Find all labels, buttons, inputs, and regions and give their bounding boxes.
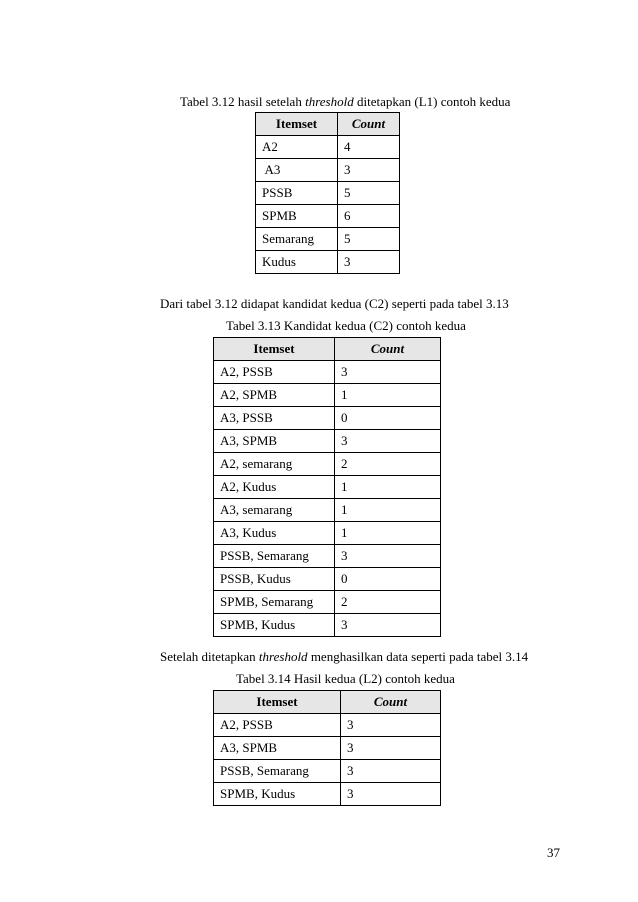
table-row [214, 361, 441, 384]
table-3-12-caption [180, 94, 510, 110]
cell-count: 1 [335, 522, 441, 545]
table-row [214, 783, 441, 806]
cell-itemset: PSSB [256, 182, 338, 205]
cell-itemset: Semarang [256, 228, 338, 251]
column-header-count: Count [335, 338, 441, 361]
cell-count: 3 [338, 251, 400, 274]
table-row [256, 182, 400, 205]
cell-itemset: A3, Kudus [214, 522, 335, 545]
cell-count: 0 [335, 407, 441, 430]
cell-count: 3 [335, 614, 441, 637]
cell-itemset: PSSB, Semarang [214, 760, 341, 783]
paragraph-l2-lead: Setelah ditetapkan [160, 649, 259, 664]
cell-count: 4 [338, 136, 400, 159]
cell-count: 3 [341, 783, 441, 806]
table-3-12-caption-lead: Tabel 3.12 hasil setelah [180, 94, 306, 109]
cell-itemset: A3, SPMB [214, 737, 341, 760]
table-row [214, 430, 441, 453]
cell-itemset: PSSB, Kudus [214, 568, 335, 591]
table-row [256, 228, 400, 251]
cell-count: 6 [338, 205, 400, 228]
cell-itemset: A3, semarang [214, 499, 335, 522]
table-row [214, 522, 441, 545]
cell-count: 3 [335, 430, 441, 453]
table-3-12-caption-italic: threshold [305, 94, 354, 109]
cell-itemset: A2, semarang [214, 453, 335, 476]
cell-itemset: A3, SPMB [214, 430, 335, 453]
table-row [214, 714, 441, 737]
cell-count: 3 [335, 361, 441, 384]
table-3-14 [213, 690, 441, 806]
table-row [214, 737, 441, 760]
page-number: 37 [547, 845, 560, 860]
table-row [214, 407, 441, 430]
table-row [256, 136, 400, 159]
table-row [214, 453, 441, 476]
cell-count: 2 [335, 453, 441, 476]
cell-itemset: SPMB, Semarang [214, 591, 335, 614]
table-row [214, 760, 441, 783]
cell-itemset: A2, PSSB [214, 714, 341, 737]
table-row [256, 251, 400, 274]
cell-itemset: SPMB, Kudus [214, 783, 341, 806]
table-header-row [214, 338, 441, 361]
cell-itemset: A2 [256, 136, 338, 159]
table-3-13 [213, 337, 441, 637]
column-header-itemset: Itemset [214, 691, 341, 714]
cell-itemset: SPMB [256, 205, 338, 228]
cell-count: 2 [335, 591, 441, 614]
column-header-count: Count [338, 113, 400, 136]
column-header-itemset: Itemset [256, 113, 338, 136]
table-row [214, 384, 441, 407]
table-3-13-caption: Tabel 3.13 Kandidat kedua (C2) contoh kedua [226, 318, 466, 333]
cell-count: 3 [341, 737, 441, 760]
cell-count: 1 [335, 384, 441, 407]
table-row [256, 159, 400, 182]
column-header-itemset: Itemset [214, 338, 335, 361]
cell-itemset: A2, SPMB [214, 384, 335, 407]
cell-count: 3 [335, 545, 441, 568]
cell-count: 3 [341, 760, 441, 783]
table-row [256, 205, 400, 228]
paragraph-c2-intro: Dari tabel 3.12 didapat kandidat kedua (C2) seperti pada tabel 3.13 [160, 296, 509, 311]
cell-count: 3 [338, 159, 400, 182]
cell-itemset: A2, PSSB [214, 361, 335, 384]
cell-itemset: PSSB, Semarang [214, 545, 335, 568]
table-row [214, 476, 441, 499]
table-header-row [214, 691, 441, 714]
table-header-row [256, 113, 400, 136]
table-3-14-caption: Tabel 3.14 Hasil kedua (L2) contoh kedua [236, 671, 455, 686]
table-row [214, 568, 441, 591]
table-3-12 [255, 112, 400, 274]
cell-itemset: Kudus [256, 251, 338, 274]
column-header-count: Count [341, 691, 441, 714]
table-row [214, 614, 441, 637]
cell-count: 1 [335, 499, 441, 522]
paragraph-l2-italic: threshold [258, 649, 308, 664]
cell-itemset: A3, PSSB [214, 407, 335, 430]
table-3-12-caption-tail: ditetapkan (L1) contoh kedua [353, 94, 511, 109]
cell-count: 5 [338, 182, 400, 205]
table-row [214, 545, 441, 568]
cell-count: 5 [338, 228, 400, 251]
cell-count: 1 [335, 476, 441, 499]
cell-itemset: SPMB, Kudus [214, 614, 335, 637]
cell-count: 3 [341, 714, 441, 737]
cell-itemset: A3 [256, 159, 338, 182]
table-row [214, 591, 441, 614]
paragraph-l2-intro [160, 649, 528, 665]
cell-count: 0 [335, 568, 441, 591]
cell-itemset: A2, Kudus [214, 476, 335, 499]
table-row [214, 499, 441, 522]
paragraph-l2-tail: menghasilkan data seperti pada tabel 3.14 [307, 649, 529, 664]
